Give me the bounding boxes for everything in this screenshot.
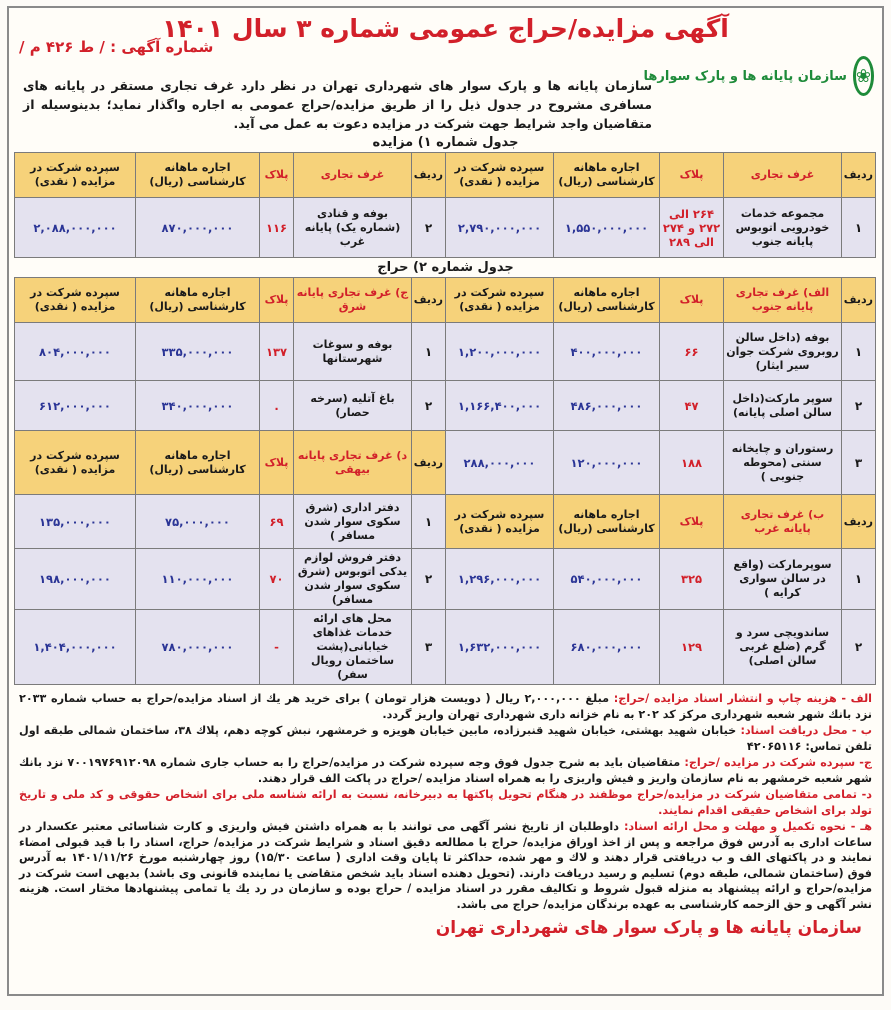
deposit: ۲,۷۹۰,۰۰۰,۰۰۰	[446, 198, 554, 258]
table1-caption: جدول شماره ۱) مزایده	[372, 135, 519, 150]
intro-text: سازمان پایانه ها و پارک سوار های شهرداری تهران در نظر دارد غرف تجاری مستقر در پایانه های مسافری مشروح در جدول ذیل را از طریق مزایده/حراج عمومی به اجاره واگذار نماید؛ بدینوسیله از متقاضیان واجد شرایط جهت شرکت در مزایده دعوت به عمل می آید.	[23, 78, 652, 131]
note-e	[19, 819, 872, 912]
deposit: ۶۱۲,۰۰۰,۰۰۰	[15, 381, 136, 431]
subheader-cell: اجاره ماهانه کارشناسی (ریال)	[554, 495, 660, 549]
subheader-cell: اجاره ماهانه کارشناسی (ریال)	[136, 431, 260, 495]
plate-number: ۱۳۷	[260, 323, 294, 381]
row-number: ۲	[412, 549, 446, 610]
row-number: ۳	[842, 431, 876, 495]
note-text: د- تمامی متقاضیان شرکت در مزایده/حراج موظفند در هنگام تحویل پاکتها به دبیرخانه، نسبت به ارائه شناسه ملی برای اشخاص حقوقی و کد ملی و تاریخ تولد برای اشخاص حقیقی اقدام نمایند.	[19, 788, 872, 817]
row-number: ۲	[412, 198, 446, 258]
table1-header	[15, 153, 876, 198]
plate-number: -	[260, 610, 294, 685]
plate-number: ۶۹	[260, 495, 294, 549]
note-label: الف - هزینه چاپ و انتشار اسناد مزایده /حراج:	[613, 692, 872, 705]
deposit: ۱,۱۶۶,۴۰۰,۰۰۰	[446, 381, 554, 431]
shop-name: ساندویچی سرد و گرم (ضلع غربی سالن اصلی)	[724, 610, 842, 685]
deposit: ۱,۲۰۰,۰۰۰,۰۰۰	[446, 323, 554, 381]
col-header: ردیف	[412, 278, 446, 323]
sale-table	[14, 277, 876, 685]
deposit: ۱۳۵,۰۰۰,۰۰۰	[15, 495, 136, 549]
note-text: خیابان شهید بهشتی، خیابان شهید قنبرزاده، مابین خیابان هویزه و خرمشهر، نبش کوچه دهم، پلاك ۳۸، ساختمان شمالی طبقه اول تلفن تماس: ۴۲۰۶۵۱۱۶	[19, 724, 872, 753]
col-header: اجاره ماهانه کارشناسی (ریال)	[136, 278, 260, 323]
table-row	[15, 198, 876, 258]
col-header: پلاک	[260, 278, 294, 323]
table-row	[15, 381, 876, 431]
col-header: سپرده شرکت در مزایده ( نقدی)	[15, 153, 136, 198]
deposit: ۱,۴۰۴,۰۰۰,۰۰۰	[15, 610, 136, 685]
deposit: ۱,۶۳۲,۰۰۰,۰۰۰	[446, 610, 554, 685]
city-emblem-icon: ❀	[853, 56, 874, 96]
plate-number: ۱۸۸	[660, 431, 724, 495]
deposit: ۲,۰۸۸,۰۰۰,۰۰۰	[15, 198, 136, 258]
col-header: اجاره ماهانه کارشناسی (ریال)	[554, 278, 660, 323]
ad-number: شماره آگهی : / ط ۴۲۶ م /	[19, 38, 214, 56]
deposit: ۱,۲۹۶,۰۰۰,۰۰۰	[446, 549, 554, 610]
note-d	[19, 787, 872, 818]
col-header: ردیف	[842, 278, 876, 323]
monthly-rent: ۳۳۵,۰۰۰,۰۰۰	[136, 323, 260, 381]
shop-name: محل های ارائه خدمات غذاهای خیابانی(پشت ساختمان رویال سفر)	[294, 610, 412, 685]
row-number: ۳	[412, 610, 446, 685]
plate-number: ۲۶۴ الی ۲۷۲ و ۲۷۴ الی ۲۸۹	[660, 198, 724, 258]
deposit: ۱۹۸,۰۰۰,۰۰۰	[15, 549, 136, 610]
monthly-rent: ۱۲۰,۰۰۰,۰۰۰	[554, 431, 660, 495]
note-label: ج- سپرده شرکت در مزایده /حراج:	[684, 756, 872, 769]
col-header: غرف تجاری	[294, 153, 412, 198]
shop-name: رستوران و چایخانه سنتی (محوطه جنوبی )	[724, 431, 842, 495]
note-a	[19, 691, 872, 722]
shop-name: بوفه و قنادی (شماره یک) پایانه غرب	[294, 198, 412, 258]
shop-name: سوپرمارکت (واقع در سالن سواری کرایه )	[724, 549, 842, 610]
shop-name: دفتر فروش لوازم یدکی اتوبوس (شرق سکوی سوار شدن مسافر)	[294, 549, 412, 610]
col-header: پلاک	[660, 278, 724, 323]
monthly-rent: ۱,۵۵۰,۰۰۰,۰۰۰	[554, 198, 660, 258]
col-header: پلاک	[260, 153, 294, 198]
col-header: اجاره ماهانه کارشناسی (ریال)	[554, 153, 660, 198]
row-number: ۱	[842, 549, 876, 610]
monthly-rent: ۵۴۰,۰۰۰,۰۰۰	[554, 549, 660, 610]
shop-name: مجموعه خدمات خودرویی اتوبوس پایانه جنوب	[724, 198, 842, 258]
plate-number: ۳۲۵	[660, 549, 724, 610]
col-header: سپرده شرکت در مزایده ( نقدی)	[446, 278, 554, 323]
plate-number: ۱۱۶	[260, 198, 294, 258]
shop-name: باغ آتلیه (سرخه حصار)	[294, 381, 412, 431]
logo-text: سازمان پایانه ها و پارک سوارها	[643, 68, 847, 84]
note-text: متقاضیان باید به شرح جدول فوق وجه سپرده شرکت در مزایده/حراج را به حساب جاری شماره ۷۰۰۱۹۷۶۹۱۲۰۹۸ نزد بانك شهر شعبه خرمشهر به نام سازمان واریز و فیش واریزی را به همراه اسناد مزایده /حراج در پاکت الف قرار دهند.	[19, 756, 872, 785]
subheader-cell: د) غرف تجاری پایانه بیهقی	[294, 431, 412, 495]
subheader-cell: پلاک	[660, 495, 724, 549]
monthly-rent: ۷۵,۰۰۰,۰۰۰	[136, 495, 260, 549]
col-header: الف) غرف تجاری پایانه جنوب	[724, 278, 842, 323]
ad-title: آگهی مزایده/حراج عمومی شماره ۳ سال ۱۴۰۱	[162, 14, 729, 43]
organization-logo	[643, 50, 874, 102]
monthly-rent: ۴۸۶,۰۰۰,۰۰۰	[554, 381, 660, 431]
auction-table	[14, 152, 876, 258]
col-header: اجاره ماهانه کارشناسی (ریال)	[136, 153, 260, 198]
note-b	[19, 723, 872, 754]
row-number: ۱	[412, 323, 446, 381]
subheader-cell: ردیف	[412, 431, 446, 495]
row-number: ۱	[412, 495, 446, 549]
row-number: ۱	[842, 323, 876, 381]
col-header: ج) غرف تجاری پایانه شرق	[294, 278, 412, 323]
monthly-rent: ۱۱۰,۰۰۰,۰۰۰	[136, 549, 260, 610]
table2-header	[15, 278, 876, 323]
note-c	[19, 755, 872, 786]
subheader-cell: سپرده شرکت در مزایده ( نقدی)	[446, 495, 554, 549]
plate-number: ۶۶	[660, 323, 724, 381]
monthly-rent: ۸۷۰,۰۰۰,۰۰۰	[136, 198, 260, 258]
row-number: ۱	[842, 198, 876, 258]
plate-number: .	[260, 381, 294, 431]
table2-caption: جدول شماره ۲) حراج	[377, 260, 514, 275]
note-label: ب - محل دریافت اسناد:	[740, 724, 872, 737]
row-number: ۲	[842, 381, 876, 431]
header	[9, 8, 882, 87]
table-row	[15, 431, 876, 495]
subheader-cell: سپرده شرکت در مزایده ( نقدی)	[15, 431, 136, 495]
monthly-rent: ۴۰۰,۰۰۰,۰۰۰	[554, 323, 660, 381]
shop-name: بوفه (داخل سالن روبروی شرکت جوان سیر ایثار)	[724, 323, 842, 381]
note-text: داوطلبان از تاریخ نشر آگهی می توانند با به همراه داشتن فیش واریزی و کارت شناسائی معتبر عکسدار در ساعات اداری به آدرس فوق مراجعه و پس از اخذ اوراق مزایده/ حراج با مطالعه دقیق اسناد و شرایط شرکت در مزایده/ حراج، اسناد را با قید قبولی امضاء نمایند و در پاکتهای الف و ب دریافتی قرار دهند و لاك و مهر شده، حداکثر تا پایان وقت اداری ( ساعت ۱۵/۳۰) روز چهارشنبه مورخ ۱۴۰۱/۱۱/۲۶ به آدرس فوق (ساختمان شمالی، طبقه دوم) تسلیم و رسید دریافت دارند. (تحویل دهنده اسناد باید شخص متقاضی یا نماینده قانونی وی باشد) بدیهی است شرکت در مزایده/حراج و ارائه پیشنهاد به منزله قبول شروط و تکالیف مقرر در اسناد مزایده / حراج بوده و سازمان در رد یك یا تمامی پیشنهادها مختار است. هزینه نشر آگهی و حق الزحمه کارشناسی به عهده برندگان مزایده/ حراج می باشد.	[19, 820, 872, 911]
shop-name: بوفه و سوغات شهرستانها	[294, 323, 412, 381]
shop-name: دفتر اداری (شرق سکوی سوار شدن مسافر )	[294, 495, 412, 549]
table-row	[15, 610, 876, 685]
note-text: مبلغ ۲,۰۰۰,۰۰۰ ریال ( دویست هزار تومان ) برای خرید هر یك از اسناد مزایده/حراج به حساب شماره ۲۰۳۳ نزد بانك شهر شعبه شهرداری مرکز کد ۲۰۲ به نام خزانه داری شهرداری تهران واریز گردد.	[19, 692, 872, 721]
note-label: هـ - نحوه تکمیل و مهلت و محل ارائه اسناد:	[623, 820, 872, 833]
col-header: ردیف	[842, 153, 876, 198]
footer-signature: سازمان پایانه ها و پارک سوار های شهرداری تهران	[435, 918, 862, 938]
row-number: ۲	[842, 610, 876, 685]
plate-number: ۷۰	[260, 549, 294, 610]
subheader-cell: ردیف	[842, 495, 876, 549]
col-header: غرف تجاری	[724, 153, 842, 198]
table-row	[15, 495, 876, 549]
col-header: سپرده شرکت در مزایده ( نقدی)	[15, 278, 136, 323]
plate-number: ۴۷	[660, 381, 724, 431]
subheader-cell: پلاک	[260, 431, 294, 495]
ad-page	[7, 6, 884, 996]
col-header: ردیف	[412, 153, 446, 198]
deposit: ۸۰۴,۰۰۰,۰۰۰	[15, 323, 136, 381]
subheader-cell: ب) غرف تجاری پایانه غرب	[724, 495, 842, 549]
monthly-rent: ۷۸۰,۰۰۰,۰۰۰	[136, 610, 260, 685]
plate-number: ۱۲۹	[660, 610, 724, 685]
table-row	[15, 549, 876, 610]
col-header: پلاک	[660, 153, 724, 198]
row-number: ۲	[412, 381, 446, 431]
monthly-rent: ۳۴۰,۰۰۰,۰۰۰	[136, 381, 260, 431]
deposit: ۲۸۸,۰۰۰,۰۰۰	[446, 431, 554, 495]
shop-name: سوپر مارکت(داخل سالن اصلی پایانه)	[724, 381, 842, 431]
terms-section	[19, 691, 872, 912]
monthly-rent: ۶۸۰,۰۰۰,۰۰۰	[554, 610, 660, 685]
col-header: سپرده شرکت در مزایده ( نقدی)	[446, 153, 554, 198]
table-row	[15, 323, 876, 381]
